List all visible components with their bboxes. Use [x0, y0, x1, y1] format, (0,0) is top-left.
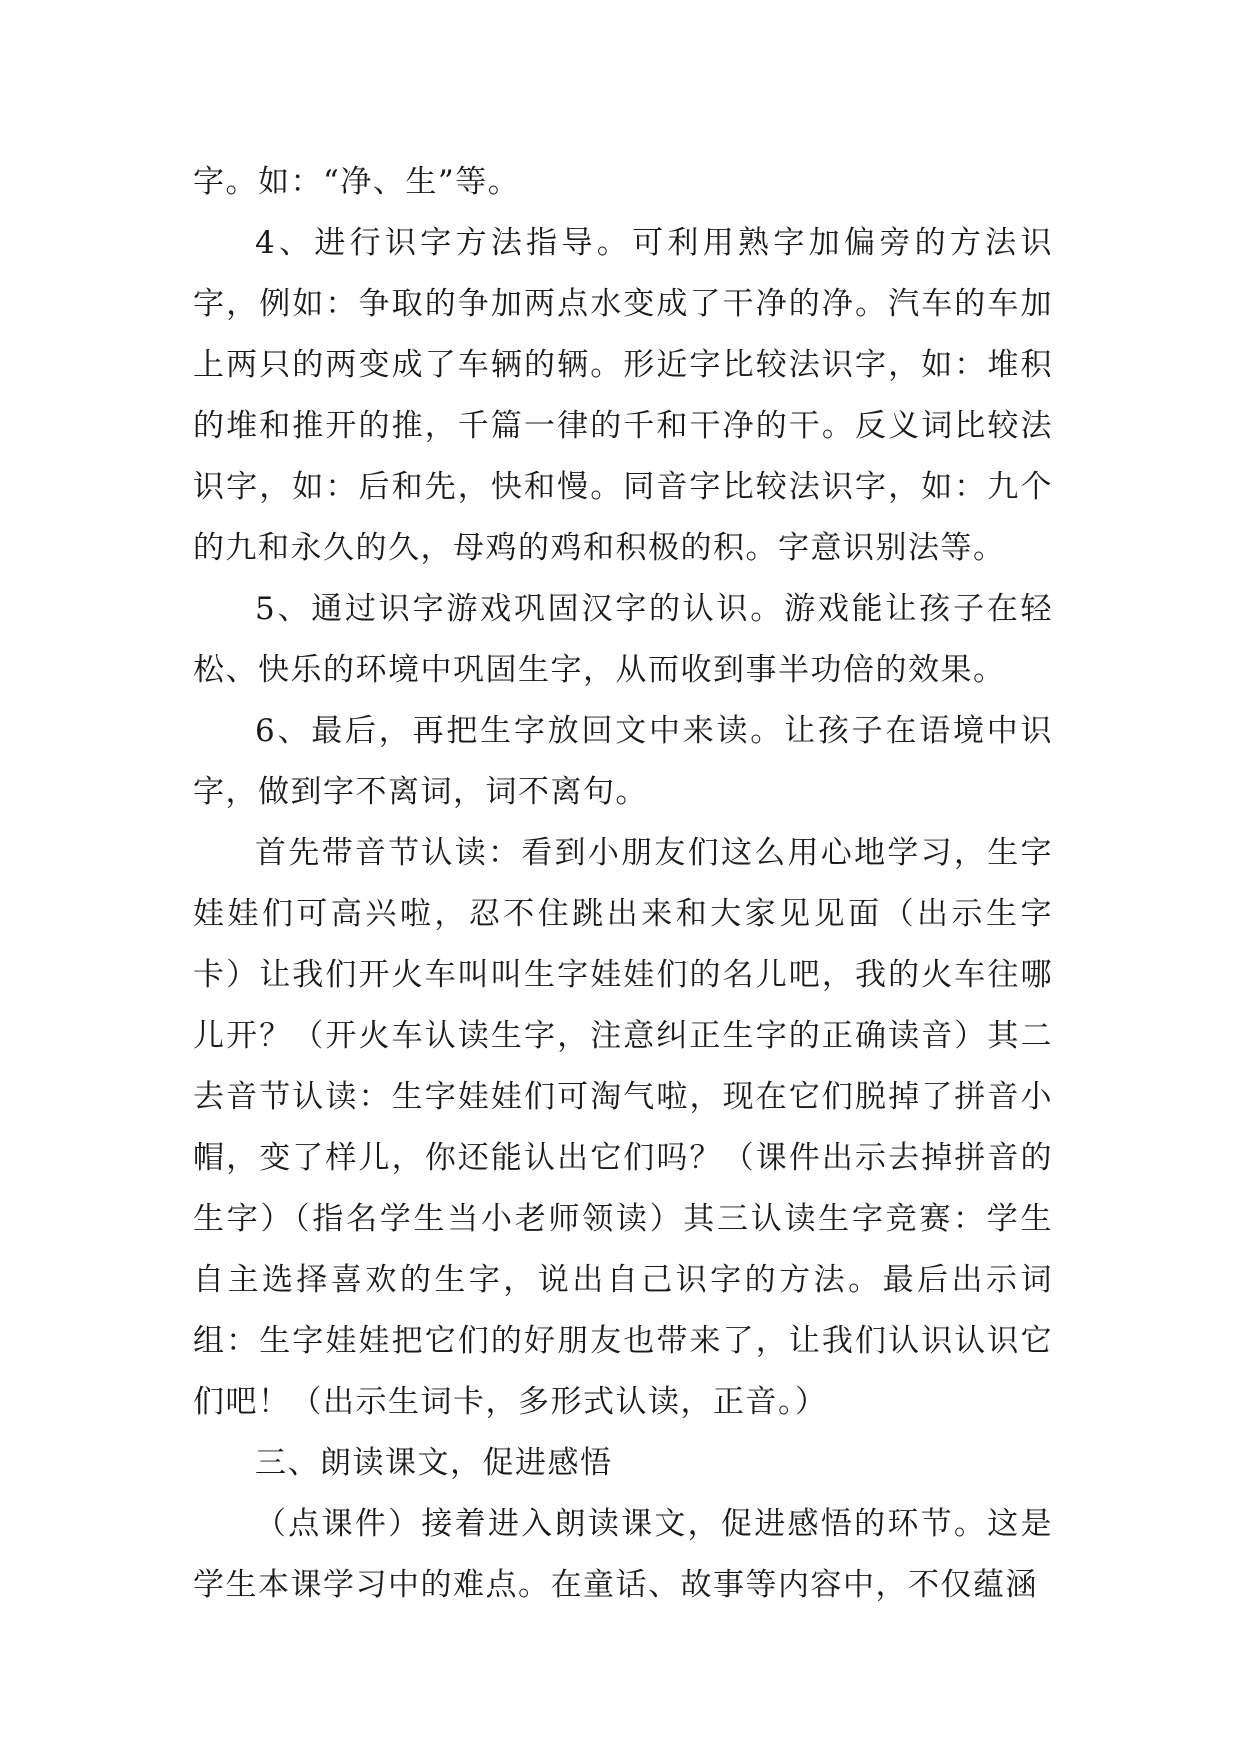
paragraph-method-guidance: 4、进行识字方法指导。可利用熟字加偏旁的方法识字，例如：争取的争加两点水变成了干净的净。汽车的车加上两只的两变成了车辆的辆。形近字比较法识字，如：堆积的堆和推开的推，千篇一律的千和干净的干。反义词比较法识字，如：后和先，快和慢。同音字比较法识字，如：九个的九和永久的久，母鸡的鸡和积极的积。字意识别法等。 [193, 225, 1053, 566]
paragraph-reading-aloud: （点课件）接着进入朗读课文，促进感悟的环节。这是学生本课学习中的难点。在童话、故事等内容中，不仅蕴涵 [193, 1506, 1053, 1603]
paragraph-syllable-reading: 首先带音节认读：看到小朋友们这么用心地学习，生字娃娃们可高兴啦，忍不住跳出来和大家见见面（出示生字卡）让我们开火车叫叫生字娃娃们的名儿吧，我的火车往哪儿开？（开火车认读生字，注意纠正生字的正确读音）其二去音节认读：生字娃娃们可淘气啦，现在它们脱掉了拼音小帽，变了样儿，你还能认出它们吗？（课件出示去掉拼音的生字）（指名学生当小老师领读）其三认读生字竞赛：学生自主选择喜欢的生字，说出自己识字的方法。最后出示词组：生字娃娃把它们的好朋友也带来了，让我们认识认识它们吧！（出示生词卡，多形式认读，正音。） [193, 835, 1053, 1420]
paragraph-read-in-context: 6、最后，再把生字放回文中来读。让孩子在语境中识字，做到字不离词，词不离句。 [193, 713, 1053, 810]
section-heading-reading-aloud: 三、朗读课文，促进感悟 [255, 1445, 613, 1481]
paragraph-continuation: 字。如：“净、生”等。 [193, 164, 521, 200]
paragraph-literacy-games: 5、通过识字游戏巩固汉字的认识。游戏能让孩子在轻松、快乐的环境中巩固生字，从而收到事半功倍的效果。 [193, 591, 1053, 688]
document-body [193, 152, 1053, 1616]
